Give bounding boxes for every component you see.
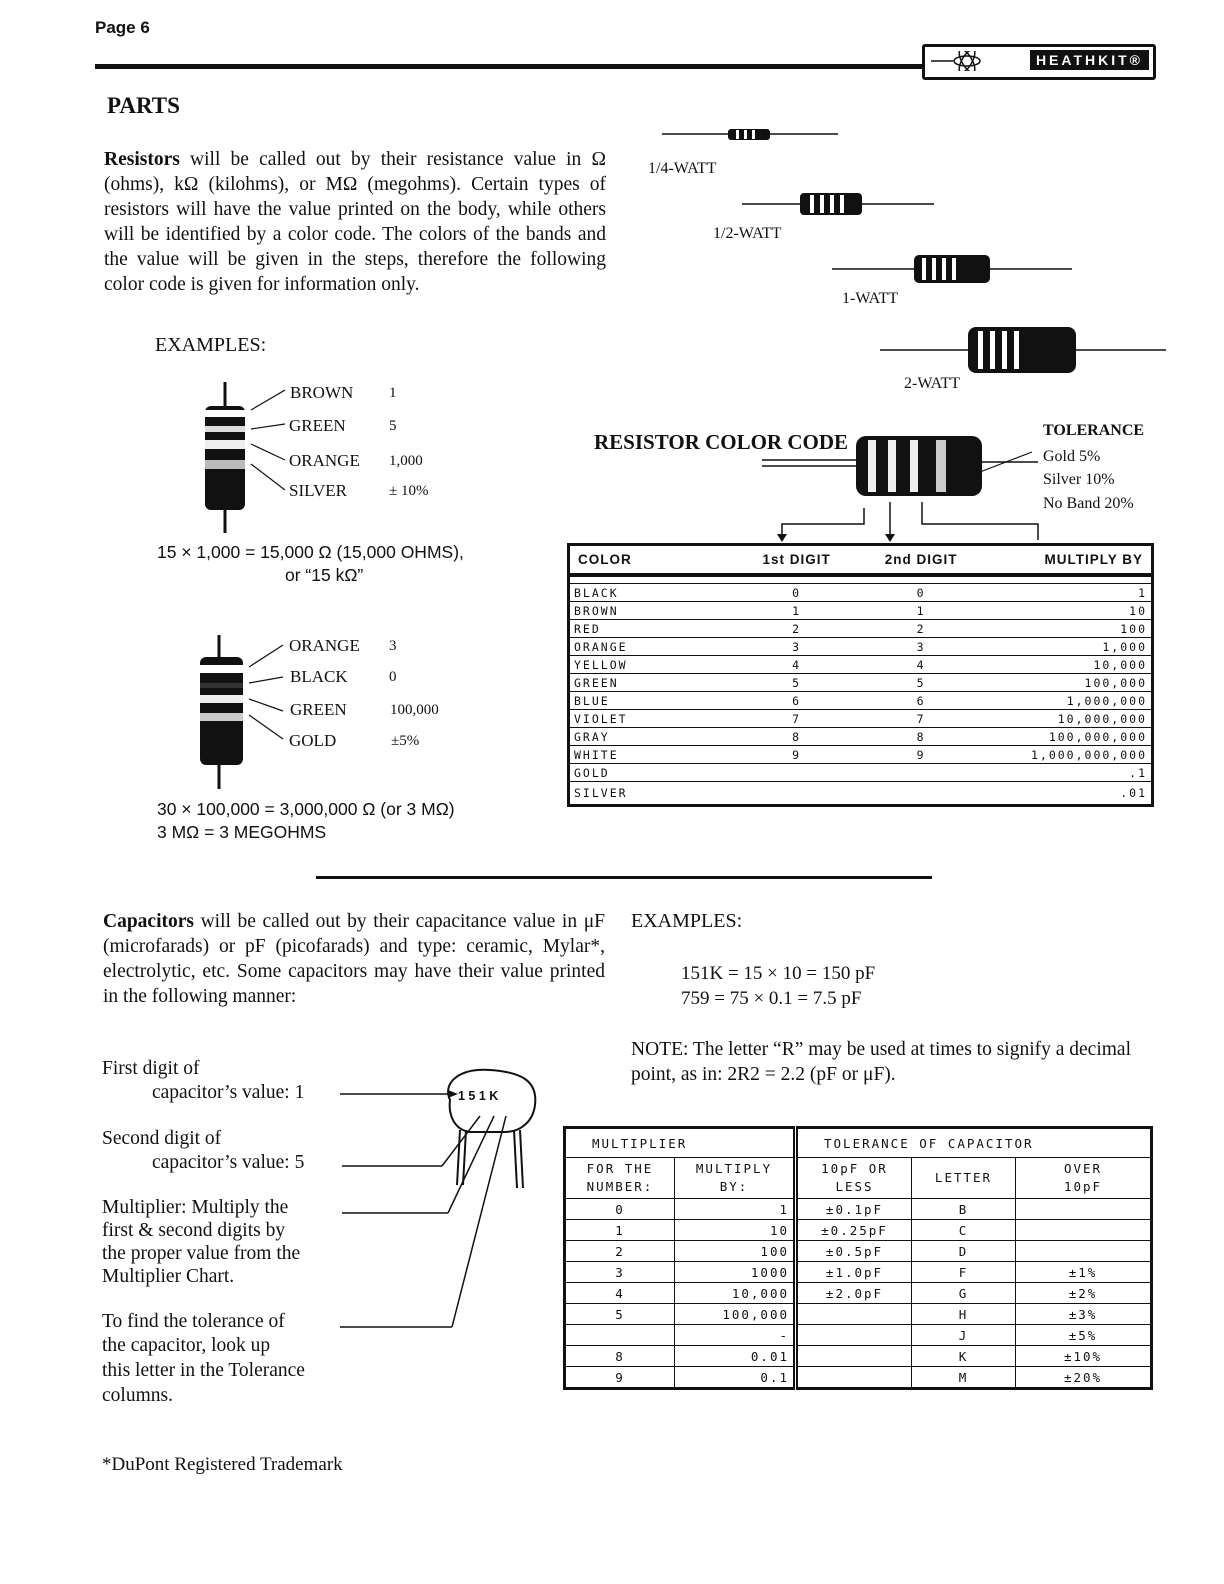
multiply-cell: - bbox=[675, 1325, 796, 1346]
table-row bbox=[569, 728, 1153, 746]
color-cell: VIOLET bbox=[569, 710, 737, 728]
example1-resistor-illustration bbox=[195, 380, 285, 535]
table-row bbox=[569, 602, 1153, 620]
capacitors-paragraph bbox=[103, 909, 605, 1009]
number-cell: 0 bbox=[565, 1199, 675, 1220]
color-code-resistor-illustration bbox=[760, 432, 1040, 544]
letter-cell: F bbox=[912, 1262, 1016, 1283]
column-header: 2nd DIGIT bbox=[857, 545, 985, 576]
multiply-cell: 100 bbox=[675, 1241, 796, 1262]
example1-calc-alt: or “15 kΩ” bbox=[285, 565, 364, 585]
color-cell: ORANGE bbox=[569, 638, 737, 656]
table-row bbox=[565, 1325, 1152, 1346]
brand-name: HEATHKIT® bbox=[1030, 50, 1149, 70]
number-cell: 2 bbox=[565, 1241, 675, 1262]
multiplier-cell: 100 bbox=[985, 620, 1153, 638]
tolerance-large-cell: ±5% bbox=[1016, 1325, 1152, 1346]
letter-cell: J bbox=[912, 1325, 1016, 1346]
multiply-cell: 0.01 bbox=[675, 1346, 796, 1367]
letter-cell: H bbox=[912, 1304, 1016, 1325]
color-cell: GREEN bbox=[569, 674, 737, 692]
col-multiply-by bbox=[675, 1158, 796, 1199]
number-cell: 4 bbox=[565, 1283, 675, 1304]
digit2-cell: 2 bbox=[857, 620, 985, 638]
letter-cell: M bbox=[912, 1367, 1016, 1389]
col-header-line: MULTIPLY bbox=[695, 1161, 773, 1176]
digit2-cell: 8 bbox=[857, 728, 985, 746]
band-color: GREEN bbox=[290, 700, 347, 719]
digit1-cell: 0 bbox=[736, 584, 857, 602]
multiplier-cell: 1,000,000 bbox=[985, 692, 1153, 710]
first-digit-label: capacitor’s value: 1 bbox=[152, 1082, 305, 1103]
table-row bbox=[565, 1262, 1152, 1283]
col-over-10pf bbox=[1016, 1158, 1152, 1199]
col-header-line: NUMBER: bbox=[586, 1179, 654, 1194]
digit2-cell: 4 bbox=[857, 656, 985, 674]
multiplier-title: MULTIPLIER bbox=[565, 1128, 796, 1158]
half-watt-resistor-illustration bbox=[740, 190, 936, 218]
examples-label: EXAMPLES: bbox=[155, 334, 267, 356]
color-code-title: RESISTOR COLOR CODE bbox=[594, 430, 849, 454]
multiply-cell: 1 bbox=[675, 1199, 796, 1220]
digit1-cell bbox=[736, 764, 857, 782]
band-color: BROWN bbox=[290, 383, 354, 402]
table-row bbox=[569, 782, 1153, 806]
col-10pf-or-less bbox=[796, 1158, 912, 1199]
col-header-line: BY: bbox=[719, 1179, 749, 1194]
multiply-cell: 10,000 bbox=[675, 1283, 796, 1304]
tolerance-large-cell bbox=[1016, 1241, 1152, 1262]
band-value: 1 bbox=[389, 385, 397, 401]
table-row bbox=[569, 674, 1153, 692]
one-watt-resistor-illustration bbox=[830, 252, 1074, 286]
tolerance-silver: Silver 10% bbox=[1043, 471, 1115, 488]
color-cell: SILVER bbox=[569, 782, 737, 806]
tolerance-title: TOLERANCE bbox=[1043, 422, 1145, 439]
number-cell: 1 bbox=[565, 1220, 675, 1241]
table-row bbox=[569, 620, 1153, 638]
wattage-label: 1-WATT bbox=[842, 290, 898, 307]
table-row bbox=[565, 1346, 1152, 1367]
multiply-cell: 100,000 bbox=[675, 1304, 796, 1325]
color-cell: BLACK bbox=[569, 584, 737, 602]
band-value: 0 bbox=[389, 669, 397, 685]
tolerance-label: this letter in the Tolerance bbox=[102, 1360, 305, 1381]
example2-calc: 30 × 100,000 = 3,000,000 Ω (or 3 MΩ) bbox=[157, 799, 455, 819]
band-color: ORANGE bbox=[289, 451, 360, 470]
capacitors-text: will be called out by their capacitance value in μF (microfarads) or pF (picofarads) and type: ceramic, Mylar*, electrolytic, etc. Some capacitors may have their value printed in the following manner: bbox=[103, 911, 605, 1007]
digit1-cell: 4 bbox=[736, 656, 857, 674]
second-digit-label: capacitor’s value: 5 bbox=[152, 1152, 305, 1173]
number-cell: 9 bbox=[565, 1367, 675, 1389]
digit2-cell bbox=[857, 764, 985, 782]
letter-cell: C bbox=[912, 1220, 1016, 1241]
digit2-cell: 9 bbox=[857, 746, 985, 764]
col-letter: LETTER bbox=[912, 1158, 1016, 1199]
tolerance-small-cell: ±0.1pF bbox=[796, 1199, 912, 1220]
column-header: MULTIPLY BY bbox=[985, 545, 1153, 576]
tolerance-small-cell bbox=[796, 1304, 912, 1325]
two-watt-resistor-illustration bbox=[878, 325, 1168, 375]
example1-calc: 15 × 1,000 = 15,000 Ω (15,000 OHMS), bbox=[157, 542, 464, 562]
footnote: *DuPont Registered Trademark bbox=[102, 1454, 343, 1475]
capacitor-examples-label: EXAMPLES: bbox=[631, 910, 743, 932]
wattage-label: 1/2-WATT bbox=[713, 225, 782, 242]
color-cell: GRAY bbox=[569, 728, 737, 746]
band-color: GOLD bbox=[289, 731, 337, 750]
table-row bbox=[565, 1220, 1152, 1241]
example2-resistor-illustration bbox=[195, 633, 285, 791]
band-value: ±5% bbox=[391, 733, 420, 749]
tolerance-small-cell bbox=[796, 1367, 912, 1389]
band-color: SILVER bbox=[289, 481, 347, 500]
capacitor-marking: 1 5 1 K bbox=[458, 1089, 499, 1103]
tolerance-of-capacitor-title: TOLERANCE OF CAPACITOR bbox=[796, 1128, 1152, 1158]
tolerance-large-cell: ±3% bbox=[1016, 1304, 1152, 1325]
multiplier-cell: 1,000 bbox=[985, 638, 1153, 656]
digit2-cell: 5 bbox=[857, 674, 985, 692]
resistors-lead: Resistors bbox=[104, 149, 180, 170]
tolerance-small-cell: ±0.5pF bbox=[796, 1241, 912, 1262]
second-digit-label: Second digit of bbox=[102, 1128, 222, 1149]
section-title: PARTS bbox=[107, 93, 180, 118]
capacitor-table bbox=[563, 1126, 1153, 1390]
section-divider bbox=[316, 876, 932, 879]
letter-cell: G bbox=[912, 1283, 1016, 1304]
digit1-cell: 5 bbox=[736, 674, 857, 692]
number-cell: 3 bbox=[565, 1262, 675, 1283]
table-row bbox=[569, 692, 1153, 710]
col-header-line: 10pF OR bbox=[821, 1161, 888, 1176]
column-header: COLOR bbox=[569, 545, 737, 576]
digit1-cell bbox=[736, 782, 857, 806]
atom-icon bbox=[929, 51, 999, 71]
multiplier-cell: .01 bbox=[985, 782, 1153, 806]
digit1-cell: 8 bbox=[736, 728, 857, 746]
table-row bbox=[565, 1199, 1152, 1220]
number-cell: 8 bbox=[565, 1346, 675, 1367]
tolerance-small-cell: ±1.0pF bbox=[796, 1262, 912, 1283]
band-value: 3 bbox=[389, 638, 397, 654]
multiplier-cell: 10,000,000 bbox=[985, 710, 1153, 728]
color-cell: BLUE bbox=[569, 692, 737, 710]
multiplier-label: Multiplier: Multiply the bbox=[102, 1197, 289, 1218]
band-color: ORANGE bbox=[289, 636, 360, 655]
multiplier-cell: 1,000,000,000 bbox=[985, 746, 1153, 764]
heathkit-logo bbox=[922, 44, 1156, 80]
multiply-cell: 10 bbox=[675, 1220, 796, 1241]
table-row bbox=[569, 710, 1153, 728]
multiplier-label: Multiplier Chart. bbox=[102, 1266, 235, 1287]
column-header: 1st DIGIT bbox=[736, 545, 857, 576]
capacitors-lead: Capacitors bbox=[103, 911, 194, 932]
color-cell: WHITE bbox=[569, 746, 737, 764]
table-row bbox=[565, 1367, 1152, 1389]
tolerance-large-cell bbox=[1016, 1220, 1152, 1241]
digit1-cell: 6 bbox=[736, 692, 857, 710]
number-cell: 5 bbox=[565, 1304, 675, 1325]
digit2-cell: 7 bbox=[857, 710, 985, 728]
digit2-cell: 1 bbox=[857, 602, 985, 620]
digit1-cell: 2 bbox=[736, 620, 857, 638]
color-cell: BROWN bbox=[569, 602, 737, 620]
tolerance-large-cell: ±10% bbox=[1016, 1346, 1152, 1367]
color-cell: YELLOW bbox=[569, 656, 737, 674]
multiplier-cell: 10 bbox=[985, 602, 1153, 620]
multiply-cell: 1000 bbox=[675, 1262, 796, 1283]
multiplier-cell: 1 bbox=[985, 584, 1153, 602]
color-cell: GOLD bbox=[569, 764, 737, 782]
multiplier-label: first & second digits by bbox=[102, 1220, 286, 1241]
band-value: 100,000 bbox=[390, 702, 439, 718]
wattage-label: 1/4-WATT bbox=[648, 160, 717, 177]
capacitor-example: 151K = 15 × 10 = 150 pF bbox=[681, 963, 876, 984]
number-cell bbox=[565, 1325, 675, 1346]
table-row bbox=[569, 656, 1153, 674]
col-header-line: LESS bbox=[835, 1179, 874, 1194]
resistors-text: will be called out by their resistance value in Ω (ohms), kΩ (kilohms), or MΩ (megohms). Certain types of resistors will have the value printed on the body, while others will be identified by a color code. The colors of the bands and the value will be given in the steps, therefore the following color code is given for information only. bbox=[104, 149, 606, 295]
band-value: 5 bbox=[389, 418, 397, 434]
col-header-line: FOR THE bbox=[586, 1161, 654, 1176]
page-number: Page 6 bbox=[95, 18, 150, 37]
digit1-cell: 9 bbox=[736, 746, 857, 764]
col-for-the-number bbox=[565, 1158, 675, 1199]
multiplier-cell: 10,000 bbox=[985, 656, 1153, 674]
band-value: 1,000 bbox=[389, 453, 423, 469]
tolerance-small-cell: ±2.0pF bbox=[796, 1283, 912, 1304]
color-cell: RED bbox=[569, 620, 737, 638]
quarter-watt-resistor-illustration bbox=[660, 125, 840, 145]
resistor-color-code-table bbox=[567, 543, 1154, 807]
table-row bbox=[565, 1241, 1152, 1262]
capacitor-example: 759 = 75 × 0.1 = 7.5 pF bbox=[681, 988, 862, 1009]
tolerance-large-cell bbox=[1016, 1199, 1152, 1220]
table-row bbox=[569, 638, 1153, 656]
resistors-paragraph bbox=[104, 147, 606, 297]
table-row bbox=[569, 746, 1153, 764]
multiply-cell: 0.1 bbox=[675, 1367, 796, 1389]
col-header-line: OVER bbox=[1063, 1161, 1103, 1176]
digit2-cell: 3 bbox=[857, 638, 985, 656]
band-color: GREEN bbox=[289, 416, 346, 435]
tolerance-small-cell: ±0.25pF bbox=[796, 1220, 912, 1241]
tolerance-large-cell: ±20% bbox=[1016, 1367, 1152, 1389]
tolerance-label: the capacitor, look up bbox=[102, 1335, 271, 1356]
multiplier-cell: 100,000,000 bbox=[985, 728, 1153, 746]
capacitor-note: NOTE: The letter “R” may be used at times to signify a decimal point, as in: 2R2 = 2.2 (pF or μF). bbox=[631, 1039, 1131, 1085]
table-subheader-row bbox=[565, 1158, 1152, 1199]
capacitor-illustration bbox=[330, 1060, 550, 1350]
letter-cell: B bbox=[912, 1199, 1016, 1220]
table-header-row bbox=[565, 1128, 1152, 1158]
tolerance-no-band: No Band 20% bbox=[1043, 495, 1134, 512]
table-row bbox=[565, 1283, 1152, 1304]
tolerance-small-cell bbox=[796, 1325, 912, 1346]
table-row bbox=[569, 584, 1153, 602]
tolerance-large-cell: ±2% bbox=[1016, 1283, 1152, 1304]
col-header-line: 10pF bbox=[1063, 1179, 1103, 1194]
digit1-cell: 1 bbox=[736, 602, 857, 620]
wattage-label: 2-WATT bbox=[904, 375, 960, 392]
tolerance-small-cell bbox=[796, 1346, 912, 1367]
band-value: ± 10% bbox=[389, 483, 429, 499]
example2-calc-alt: 3 MΩ = 3 MEGOHMS bbox=[157, 822, 327, 842]
multiplier-cell: .1 bbox=[985, 764, 1153, 782]
tolerance-label: To find the tolerance of bbox=[102, 1311, 285, 1332]
table-header-row bbox=[569, 545, 1153, 576]
letter-cell: D bbox=[912, 1241, 1016, 1262]
first-digit-label: First digit of bbox=[102, 1058, 200, 1079]
table-row bbox=[565, 1304, 1152, 1325]
digit2-cell: 0 bbox=[857, 584, 985, 602]
digit2-cell: 6 bbox=[857, 692, 985, 710]
multiplier-label: the proper value from the bbox=[102, 1243, 301, 1264]
digit1-cell: 7 bbox=[736, 710, 857, 728]
digit1-cell: 3 bbox=[736, 638, 857, 656]
tolerance-gold: Gold 5% bbox=[1043, 448, 1101, 465]
band-color: BLACK bbox=[290, 667, 348, 686]
tolerance-large-cell: ±1% bbox=[1016, 1262, 1152, 1283]
table-row bbox=[569, 764, 1153, 782]
letter-cell: K bbox=[912, 1346, 1016, 1367]
multiplier-cell: 100,000 bbox=[985, 674, 1153, 692]
digit2-cell bbox=[857, 782, 985, 806]
tolerance-label: columns. bbox=[102, 1385, 173, 1406]
